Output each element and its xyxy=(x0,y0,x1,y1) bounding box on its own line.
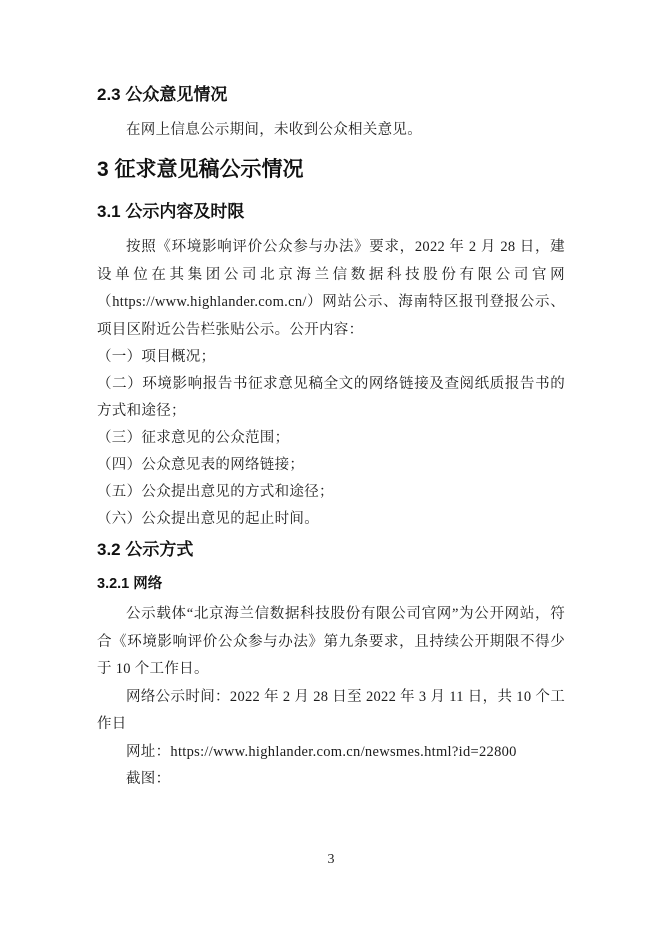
list-item-3: （三）征求意见的公众范围； xyxy=(97,430,290,447)
line-publicity-url: 网址：https://www.highlander.com.cn/newsmes.html?id=22800 xyxy=(126,743,517,760)
list-item-4: （四）公众意见表的网络链接； xyxy=(97,457,305,474)
paragraph-publicity-intro: 按照《环境影响评价公众参与办法》要求，2022 年 2 月 28 日，建设单位在其集团公司北京海兰信数据科技股份有限公司官网（https://www.highlander.com.cn/）网站公示、海南特区报刊登报公示、项目区附近公告栏张贴公示。公开内容： xyxy=(97,239,565,338)
list-item-5: （五）公众提出意见的方式和途径； xyxy=(97,484,334,501)
subsection-heading-3-2-1: 3.2.1 网络 xyxy=(97,575,163,592)
line-screenshot-label: 截图： xyxy=(126,771,171,788)
paragraph-network-carrier: 公示载体“北京海兰信数据科技股份有限公司官网”为公开网站，符合《环境影响评价公众参与办法》第九条要求，且持续公开期限不得少于 10 个工作日。 xyxy=(97,606,565,678)
list-item-6: （六）公众提出意见的起止时间。 xyxy=(97,511,319,528)
page-number: 3 xyxy=(327,852,335,867)
chapter-heading-3: 3 征求意见稿公示情况 xyxy=(97,157,304,181)
line-publicity-time: 网络公示时间：2022 年 2 月 28 日至 2022 年 3 月 11 日，共 10 个工作日 xyxy=(97,688,565,733)
section-heading-3-1: 3.1 公示内容及时限 xyxy=(97,202,245,221)
list-item-2: （二）环境影响报告书征求意见稿全文的网络链接及查阅纸质报告书的方式和途径； xyxy=(97,376,565,420)
section-heading-3-2: 3.2 公示方式 xyxy=(97,540,194,560)
list-item-1: （一）项目概况； xyxy=(97,349,216,366)
paragraph-public-comments: 在网上信息公示期间，未收到公众相关意见。 xyxy=(126,122,422,139)
section-heading-2-3: 2.3 公众意见情况 xyxy=(97,85,228,104)
